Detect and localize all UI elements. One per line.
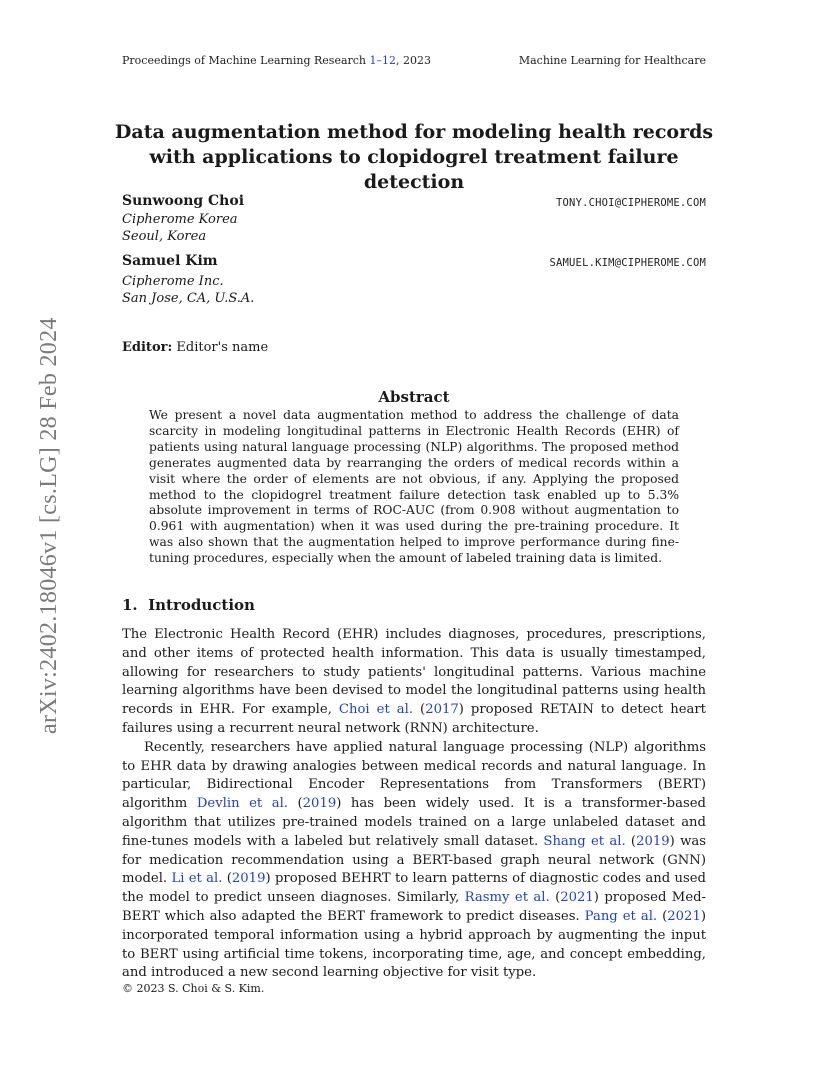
citation-li-year-link[interactable]: 2019 <box>231 871 266 887</box>
author-1-email[interactable]: TONY.CHOI@CIPHEROME.COM <box>556 197 706 209</box>
introduction-body <box>122 626 706 983</box>
section-title: Introduction <box>148 596 255 614</box>
author-2-affiliation <box>122 273 254 307</box>
p2-text-3: was for medication recommendation using a BERT-based graph neural network (GNN) model. <box>122 833 706 887</box>
abstract-heading: Abstract <box>378 388 450 406</box>
p1-text-2: proposed RETAIN to detect heart failures using a recurrent neural network (RNN) architecture. <box>122 702 706 736</box>
citation-devlin-link[interactable]: Devlin et al. <box>196 796 288 812</box>
citation-choi-link[interactable]: Choi et al. <box>338 702 414 718</box>
header-year: , 2023 <box>396 54 432 67</box>
section-heading <box>122 596 255 614</box>
header-venue: Proceedings of Machine Learning Research <box>122 54 370 67</box>
citation-choi-year-link[interactable]: 2017 <box>425 702 459 718</box>
author-1-org: Cipherome Korea <box>122 212 238 227</box>
paper-title <box>110 120 718 195</box>
intro-paragraph-2: Recently, researchers have applied natural language processing (NLP) algorithms to EHR data by drawing analogies between medical records and natural language. In particular, Bidirectional Encoder Representations from Transformers (BERT) algorithm Devlin et al. (2019) has been widely used. It is a transformer-based algorithm that utilizes pre-trained models trained on a large unlabeled dataset and fine-tunes models with a labeled but relatively small dataset. Shang et al. (2019) was for medication recommendation using a BERT-based graph neural network (GNN) model. Li et al. (2019) proposed BEHRT to learn patterns of diagnostic codes and used the model to predict unseen diagnoses. Similarly, Rasmy et al. (2021) proposed Med-BERT which also adapted the BERT framework to predict diseases. Pang et al. (2021) incorporated temporal information using a hybrid approach by augmenting the input to BERT using artificial time tokens, incorporating time, age, and concept embedding, and introduced a new second learning objective for visit type. <box>122 739 707 981</box>
citation-pang-year-link[interactable]: 2021 <box>667 908 701 924</box>
author-1-name: Sunwoong Choi <box>122 193 245 209</box>
running-header-left <box>122 54 431 67</box>
p2-text-5: proposed Med-BERT which also adapted the BERT framework to predict diseases. <box>122 890 707 924</box>
citation-shang-link[interactable]: Shang et al. <box>543 833 626 849</box>
author-2-email[interactable]: SAMUEL.KIM@CIPHEROME.COM <box>549 257 706 269</box>
editor-value: Editor's name <box>176 340 269 355</box>
citation-pang-link[interactable]: Pang et al. <box>584 908 658 924</box>
p2-text-1: Recently, researchers have applied natural language processing (NLP) algorithms to EHR data by drawing analogies between medical records and natural language. In particular, Bidirectional Encoder Representations from Transformers (BERT) algorithm <box>122 739 706 812</box>
abstract-text: We present a novel data augmentation method to address the challenge of data scarcity in modeling longitudinal patterns in Electronic Health Records (EHR) of patients using natural language processing (NLP) algorithms. The proposed method generates augmented data by rearranging the orders of medical records within a visit where the order of elements are not obvious, if any. Applying the proposed method to the clopidogrel treatment failure detection task enabled up to 5.3% absolute improvement in terms of ROC-AUC (from 0.908 without augmentation to 0.961 with augmentation) when it was used during the pre-training procedure. It was also shown that the augmentation helped to improve performance during fine-tuning procedures, especially when the amount of labeled training data is limited. <box>149 408 679 566</box>
running-header-right: Machine Learning for Healthcare <box>518 54 706 67</box>
title-line-1: Data augmentation method for modeling health records <box>114 121 714 143</box>
citation-shang-year-link[interactable]: 2019 <box>636 833 670 849</box>
section-number: 1. <box>122 596 138 614</box>
p1-text-1: The Electronic Health Record (EHR) includes diagnoses, procedures, prescriptions, and other items of protected health information. This data is usually timestamped, allowing for researchers to study patients' longitudinal patterns. Various machine learning algorithms have been devised to model the longitudinal patterns using health records in EHR. For example, <box>122 627 706 718</box>
intro-paragraph-1: The Electronic Health Record (EHR) includes diagnoses, procedures, prescriptions, and other items of protected health information. This data is usually timestamped, allowing for researchers to study patients' longitudinal patterns. Various machine learning algorithms have been devised to model the longitudinal patterns using health records in EHR. For example, Choi et al. (2017) proposed RETAIN to detect heart failures using a recurrent neural network (RNN) architecture. <box>122 627 706 736</box>
arxiv-stamp: arXiv:2402.18046v1 [cs.LG] 28 Feb 2024 <box>36 317 62 734</box>
author-2-name: Samuel Kim <box>122 253 218 269</box>
p2-text-2: has been widely used. It is a transformer-based algorithm that utilizes pre-trained models trained on a large unlabeled dataset and fine-tunes models with a labeled but relatively small dataset. <box>122 796 706 849</box>
header-pages-link[interactable]: 1–12 <box>369 54 397 67</box>
author-2-org: Cipherome Inc. <box>122 274 224 289</box>
author-1-affiliation <box>122 211 238 245</box>
author-2-location: San Jose, CA, U.S.A. <box>122 291 255 306</box>
citation-rasmy-year-link[interactable]: 2021 <box>560 890 594 906</box>
title-line-2: with applications to clopidogrel treatment failure detection <box>149 146 679 193</box>
author-1-location: Seoul, Korea <box>122 229 207 244</box>
p2-text-4: proposed BEHRT to learn patterns of diagnostic codes and used the model to predict unseen diagnoses. Similarly, <box>122 871 706 906</box>
citation-rasmy-link[interactable]: Rasmy et al. <box>464 890 550 906</box>
editor-label: Editor: <box>122 340 173 355</box>
p2-text-6: incorporated temporal information using a hybrid approach by augmenting the input to BERT using artificial time tokens, incorporating time, age, and concept embedding, and introduced a new second learning objective for visit type. <box>122 927 706 981</box>
citation-li-link[interactable]: Li et al. <box>171 871 223 887</box>
copyright-notice: © 2023 S. Choi & S. Kim. <box>122 982 265 995</box>
citation-devlin-year-link[interactable]: 2019 <box>302 796 337 812</box>
editor-line <box>122 340 268 355</box>
